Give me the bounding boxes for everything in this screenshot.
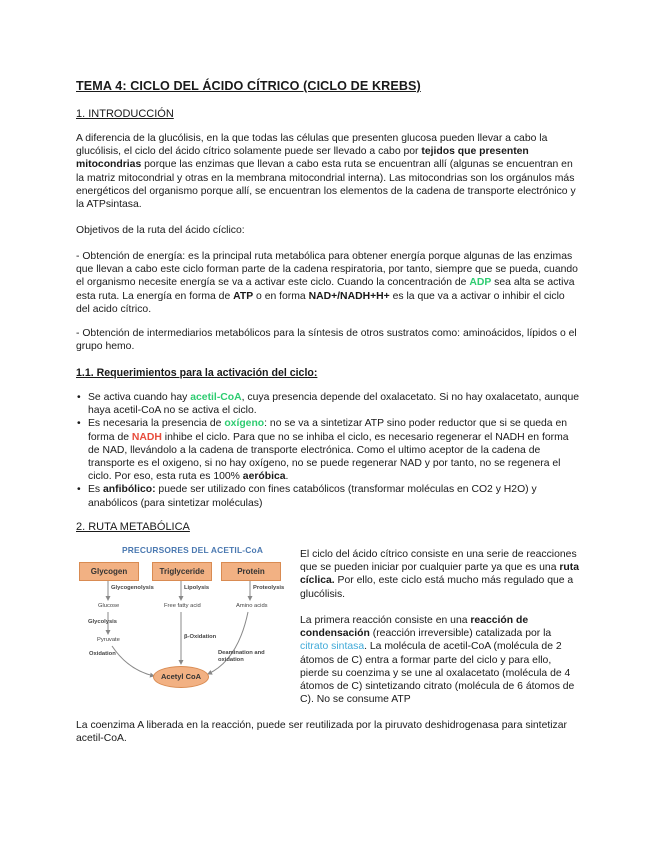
intro-paragraph: A diferencia de la glucólisis, en la que todas las células que presenten glucosa pueden llevar a cabo la glucólisis, el ciclo del ácido cítrico solamente puede ser llevado a cabo por tejidos que presenten mitocondrias porque las enzimas que llevan a cabo esta ruta se encuentran allí (algunas se encuentran en la matriz mitocondrial y otras en la membrana mitocondrial interna). Las mitocondrias son los orgánulos más energéticos del organismo porque allí, se encuentran los elementos de la cadena de transporte electrónico y la ATPsintasa. [76, 133, 576, 211]
pyruvate-label: Pyruvate [97, 637, 120, 643]
deamination-label: Deamination and oxidation [218, 650, 265, 663]
figure-title: PRECURSORES DEL ACETIL-CoA [122, 545, 264, 555]
ruta-paragraph-1: El ciclo del ácido cítrico consiste en una serie de reacciones que se pueden iniciar por cualquier parte ya que es una ruta cíclica. Por ello, este ciclo está mucho más regulado que a glucólisis. [300, 549, 580, 600]
glycolysis-label: Glycolysis [88, 619, 118, 625]
page-title: TEMA 4: CICLO DEL ÁCIDO CÍTRICO (CICLO DE KREBS) [76, 79, 421, 93]
fatty-acid-label: Free fatty acid [164, 603, 201, 609]
acetyl-coa-precursors-figure [78, 542, 285, 704]
ruta-paragraph-3: La coenzima A liberada en la reacción, puede ser reutilizada por la piruvato deshidrogenasa para sintetizar acetil-CoA. [76, 720, 567, 745]
lipolysis-label: Lipolysis [184, 585, 210, 591]
proteolysis-label: Proteolysis [253, 585, 285, 591]
objetivo-energia: - Obtención de energía: es la principal ruta metabólica para obtener energía porque algunas de las enzimas que llevan a cabo este ciclo forman parte de la cadena respiratoria, por tanto, siempre que se pueda, cuando el organismo necesite energía se va a activar este ciclo. Cuando la concentración de ADP sea alta se activa esta ruta. La energía en forma de ATP o en forma NAD+/NADH+H+ es la que va a activar o inhibir el ciclo del acido cítrico. [76, 251, 578, 315]
arrow-pyruvate-acetylcoa [112, 646, 154, 676]
list-item: • Es anfibólico: puede ser utilizado con fines catabólicos (transformar moléculas en CO2 y H2O) y anabólicos (para sintetizar moléculas) [76, 483, 581, 509]
list-item: • Es necesaria la presencia de oxígeno: no se va a sintetizar ATP sino poder reductor que si se queda en forma de NADH inhibe el ciclo. Para que no se inhiba el ciclo, es necesario regenerar el NADH en forma de NAD, llevándolo a la cadena de transporte electrónica. Como el ultimo aceptor de la cadena de transporte es el oxigeno, si no hay oxígeno, no se puede regenerar NAD y por tanto, no se regenera el ciclo. Por eso, esta ruta es 100% aeróbica. [76, 417, 581, 483]
glycogen-box: Glycogen [79, 562, 139, 581]
beta-oxidation-label: β-Oxidation [184, 634, 217, 640]
section-heading-requerimientos: 1.1. Requerimientos para la activación del ciclo: [76, 367, 318, 379]
ruta-paragraph-2: La primera reacción consiste en una reacción de condensación (reacción irreversible) catalizada por la citrato sintasa. La molécula de acetil-CoA (molécula de 2 átomos de C) entra a formar parte del ciclo y para ello, pierde su coenzima y se une al oxalacetato (molécula de 4 átomos de C) sintetizando citrato (molécula de 6 átomos de C). No se consume ATP [300, 615, 575, 706]
triglyceride-box: Triglyceride [152, 562, 212, 581]
glucose-label: Glucose [98, 603, 120, 609]
objetivo-intermediarios: - Obtención de intermediarios metabólicos para la síntesis de otros sustratos como: aminoácidos, lípidos o el grupo hemo. [76, 328, 577, 353]
amino-acids-label: Amino acids [236, 603, 268, 609]
acetyl-coa-node: Acetyl CoA [153, 666, 209, 688]
requirements-list [76, 391, 581, 510]
section-heading-ruta-metabolica: 2. RUTA METABÓLICA [76, 521, 190, 533]
objetivos-heading: Objetivos de la ruta del ácido cíclico: [76, 225, 245, 236]
arrow-aminoacids-acetylcoa [208, 612, 248, 674]
protein-box: Protein [221, 562, 281, 581]
glycogenolysis-label: Glycogenolysis [111, 585, 154, 591]
list-item: • Se activa cuando hay acetil-CoA, cuya presencia depende del oxalacetato. Si no hay oxalacetato, aunque haya acetil-CoA no se activa el ciclo. [76, 391, 581, 417]
section-heading-introduccion: 1. INTRODUCCIÓN [76, 108, 174, 120]
oxidation-label: Oxidation [89, 651, 116, 657]
